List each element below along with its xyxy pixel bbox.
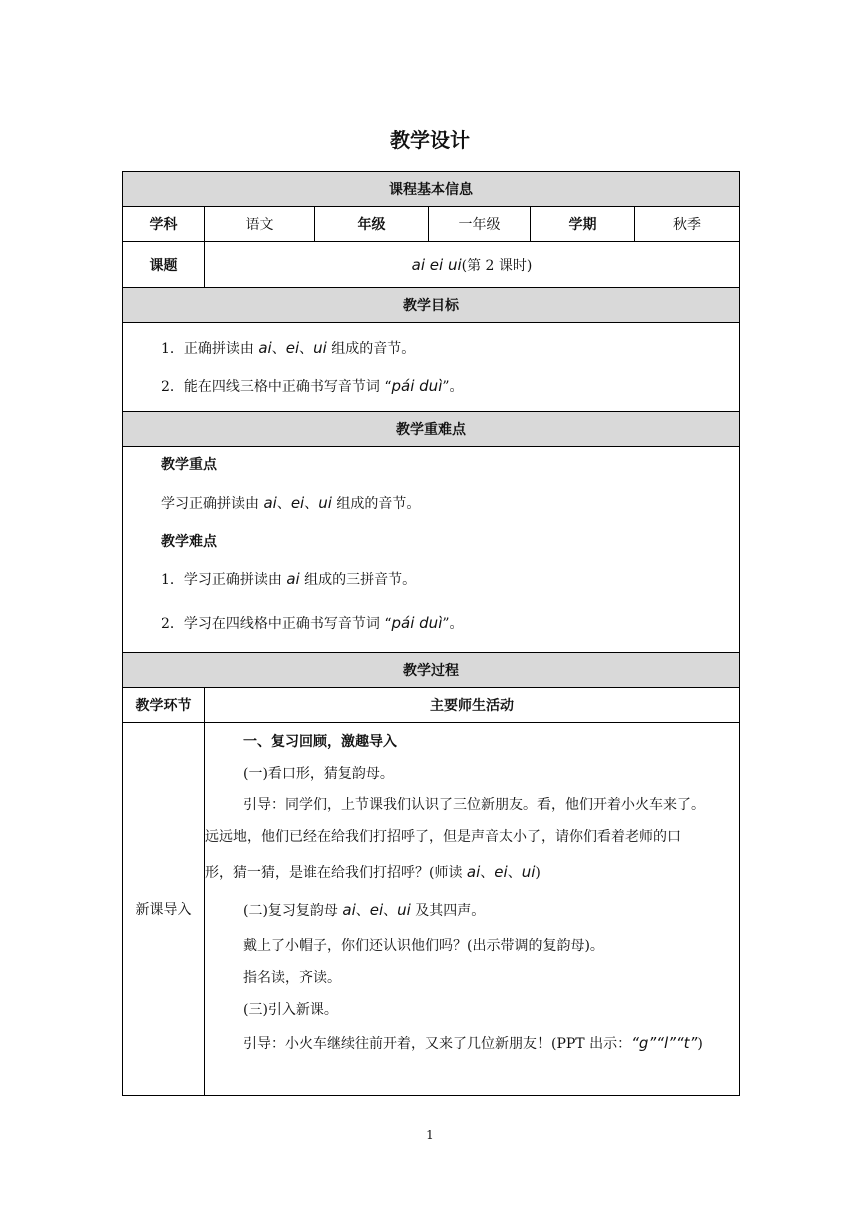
section-1-c-line-1: 引导：小火车继续往前开着，又来了几位新朋友！(PPT 出示：“g”“l”“t”) [243,1034,703,1052]
key-points-header: 教学重难点 [123,412,740,447]
focus-text: 学习正确拼读由 ai、ei、ui 组成的音节。 [161,494,421,512]
objectives-content [123,323,740,412]
page-number: 1 [426,1128,434,1142]
difficulty-title: 教学难点 [161,534,217,550]
section-1-title: 一、复习回顾，激趣导入 [243,734,397,750]
process-activities-cell [205,723,740,1096]
lesson-plan-table [122,171,740,1096]
section-1-b: (二)复习复韵母 ai、ei、ui 及其四声。 [243,901,486,919]
objective-item-2: 2．能在四线三格中正确书写音节词 “pái duì”。 [161,377,464,395]
topic-value [205,242,740,288]
process-col-stage: 教学环节 [123,688,205,723]
guide-line-1: 引导：同学们，上节课我们认识了三位新朋友。看，他们开着小火车来了。 [243,797,705,813]
section-1-c: (三)引入新课。 [243,1002,338,1018]
guide-line-2: 远远地，他们已经在给我们打招呼了，但是声音太小了，请你们看着老师的口 [205,829,681,845]
process-header: 教学过程 [123,653,740,688]
section-1-a: (一)看口形，猜复韵母。 [243,766,394,782]
difficulty-item-2: 2．学习在四线格中正确书写音节词 “pái duì”。 [161,614,464,632]
objectives-header: 教学目标 [123,288,740,323]
topic-row [123,242,740,288]
basic-info-header: 课程基本信息 [123,172,740,207]
key-points-content [123,447,740,653]
topic-label: 课题 [123,242,205,288]
grade-label: 年级 [315,207,429,242]
process-col-activities: 主要师生活动 [205,688,740,723]
topic-suffix: (第 2 课时) [461,257,533,274]
focus-title: 教学重点 [161,457,217,473]
process-column-headers [123,688,740,723]
subject-label: 学科 [123,207,205,242]
topic-pinyin: ai ei ui [411,255,462,274]
subject-value: 语文 [205,207,315,242]
process-stage-cell: 新课导入 [123,723,205,1096]
difficulty-item-1: 1．学习正确拼读由 ai 组成的三拼音节。 [161,570,417,588]
process-row [123,723,740,1096]
document-title: 教学设计 [390,128,470,152]
guide-line-3: 形，猜一猜，是谁在给我们打招呼？(师读 ai、ei、ui) [205,863,541,881]
basic-info-row [123,207,740,242]
section-1-b-line-2: 指名读，齐读。 [243,970,341,986]
term-value: 秋季 [635,207,740,242]
section-1-b-line-1: 戴上了小帽子，你们还认识他们吗？(出示带调的复韵母)。 [243,938,604,954]
objective-item-1: 1．正确拼读由 ai、ei、ui 组成的音节。 [161,339,416,357]
grade-value: 一年级 [429,207,531,242]
term-label: 学期 [531,207,635,242]
